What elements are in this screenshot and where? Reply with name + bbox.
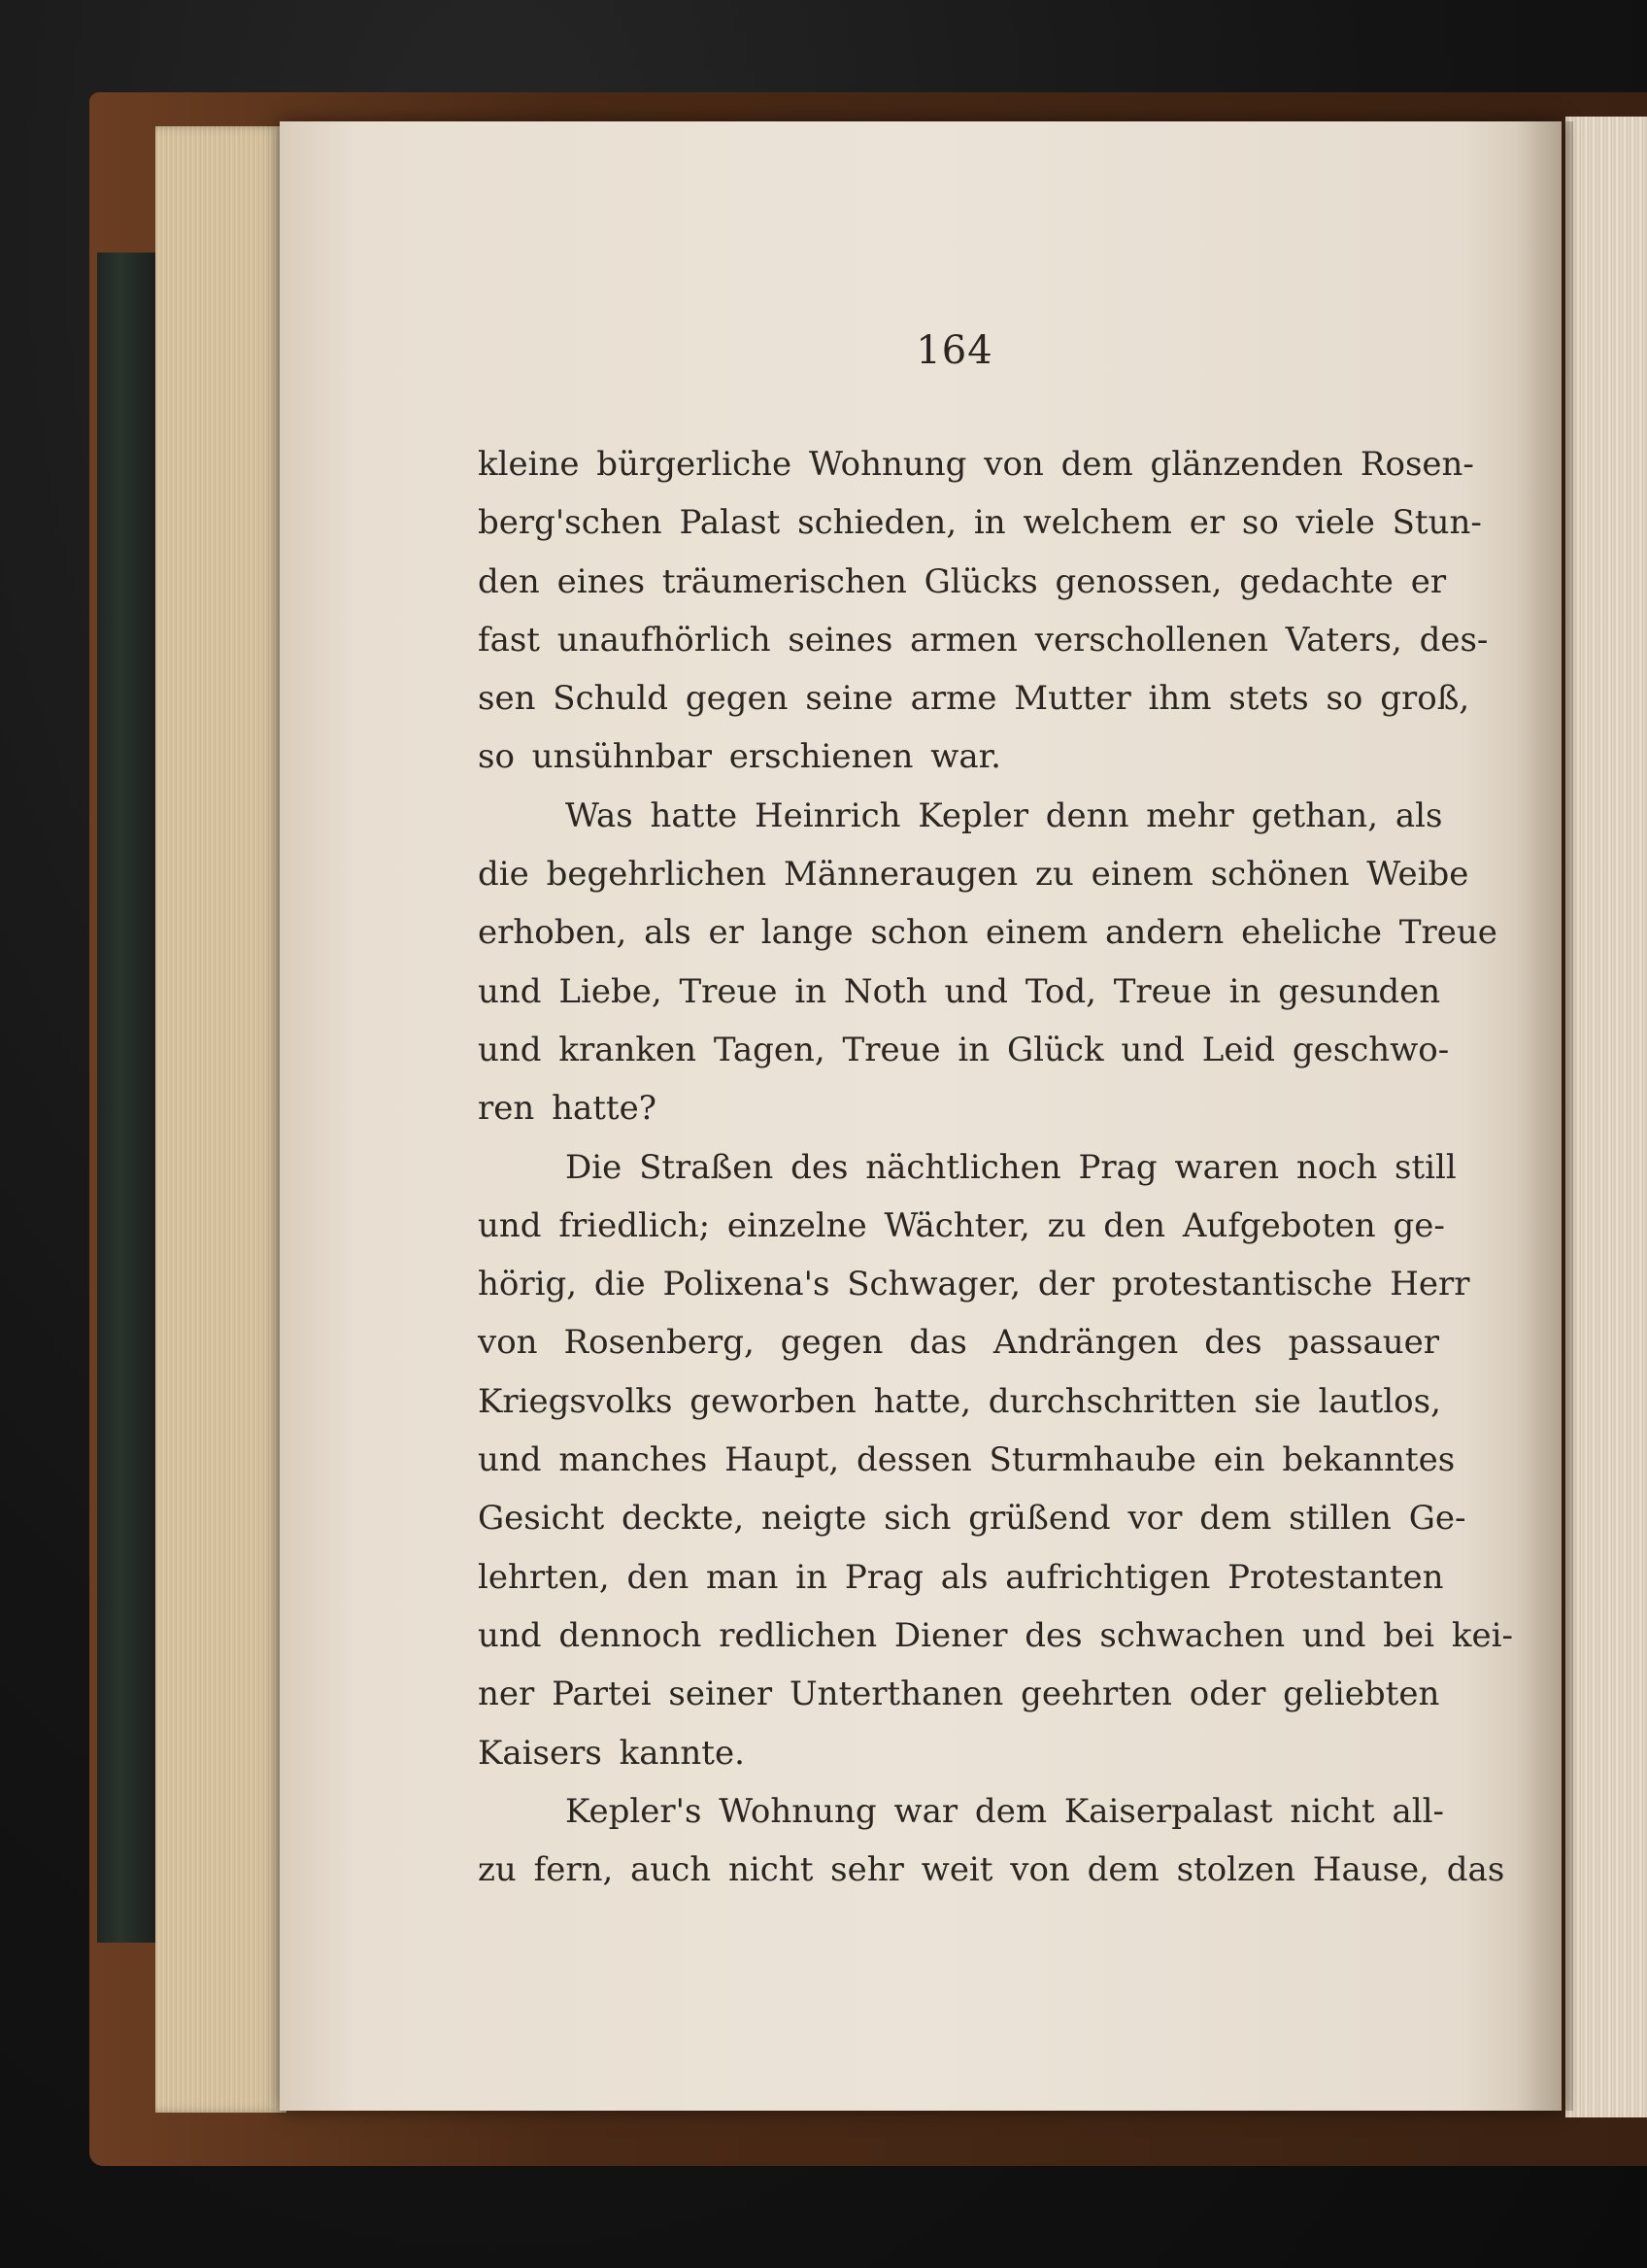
text-line: fast unaufhörlich seines armen verschollenen Vaters, des- <box>478 620 1489 660</box>
text-line: so unsühnbar erschienen war. <box>478 737 1001 777</box>
text-line: und dennoch redlichen Diener des schwachen und bei kei- <box>478 1615 1513 1655</box>
book-cover-cloth <box>97 253 155 1943</box>
text-line: ren hatte? <box>478 1089 656 1129</box>
text-line: kleine bürgerliche Wohnung von dem glänzenden Rosen- <box>478 445 1474 484</box>
text-line: ner Partei seiner Unterthanen geehrten oder geliebten <box>478 1675 1440 1714</box>
text-line: Die Straßen des nächtlichen Prag waren noch still <box>565 1147 1457 1187</box>
text-line: Gesicht deckte, neigte sich grüßend vor dem stillen Ge- <box>478 1499 1466 1539</box>
text-line: zu fern, auch nicht sehr weit von dem stolzen Hause, das <box>478 1850 1505 1890</box>
text-line: von Rosenberg, gegen das Andrängen des passauer <box>478 1323 1439 1363</box>
text-line: Kepler's Wohnung war dem Kaiserpalast nicht all- <box>565 1791 1445 1831</box>
body-text <box>478 435 1513 1899</box>
text-line: und Liebe, Treue in Noth und Tod, Treue in gesunden <box>478 971 1441 1011</box>
text-line: lehrten, den man in Prag als aufrichtigen Protestanten <box>478 1557 1444 1597</box>
text-line: und friedlich; einzelne Wächter, zu den Aufgeboten ge- <box>478 1205 1445 1245</box>
text-line: und manches Haupt, dessen Sturmhaube ein bekanntes <box>478 1440 1456 1480</box>
text-line: Kaisers kannte. <box>478 1733 745 1773</box>
text-line: und kranken Tagen, Treue in Glück und Leid geschwo- <box>478 1030 1450 1069</box>
page-edges-left <box>155 126 286 2113</box>
text-line: erhoben, als er lange schon einem andern eheliche Treue <box>478 913 1497 953</box>
text-line: die begehrlichen Männeraugen zu einem schönen Weibe <box>478 855 1469 895</box>
gutter-shadow <box>1515 121 1573 2111</box>
page-number: 164 <box>916 328 993 373</box>
text-line: sen Schuld gegen seine arme Mutter ihm stets so groß, <box>478 679 1470 719</box>
text-line: Was hatte Heinrich Kepler denn mehr gethan, als <box>565 795 1443 835</box>
text-line: den eines träumerischen Glücks genossen, gedachte er <box>478 561 1447 601</box>
text-line: Kriegsvolks geworben hatte, durchschritten sie lautlos, <box>478 1381 1441 1421</box>
text-line: hörig, die Polixena's Schwager, der protestantische Herr <box>478 1265 1470 1304</box>
page-edges-right <box>1565 117 1647 2117</box>
text-line: berg'schen Palast schieden, in welchem er so viele Stun- <box>478 503 1482 543</box>
